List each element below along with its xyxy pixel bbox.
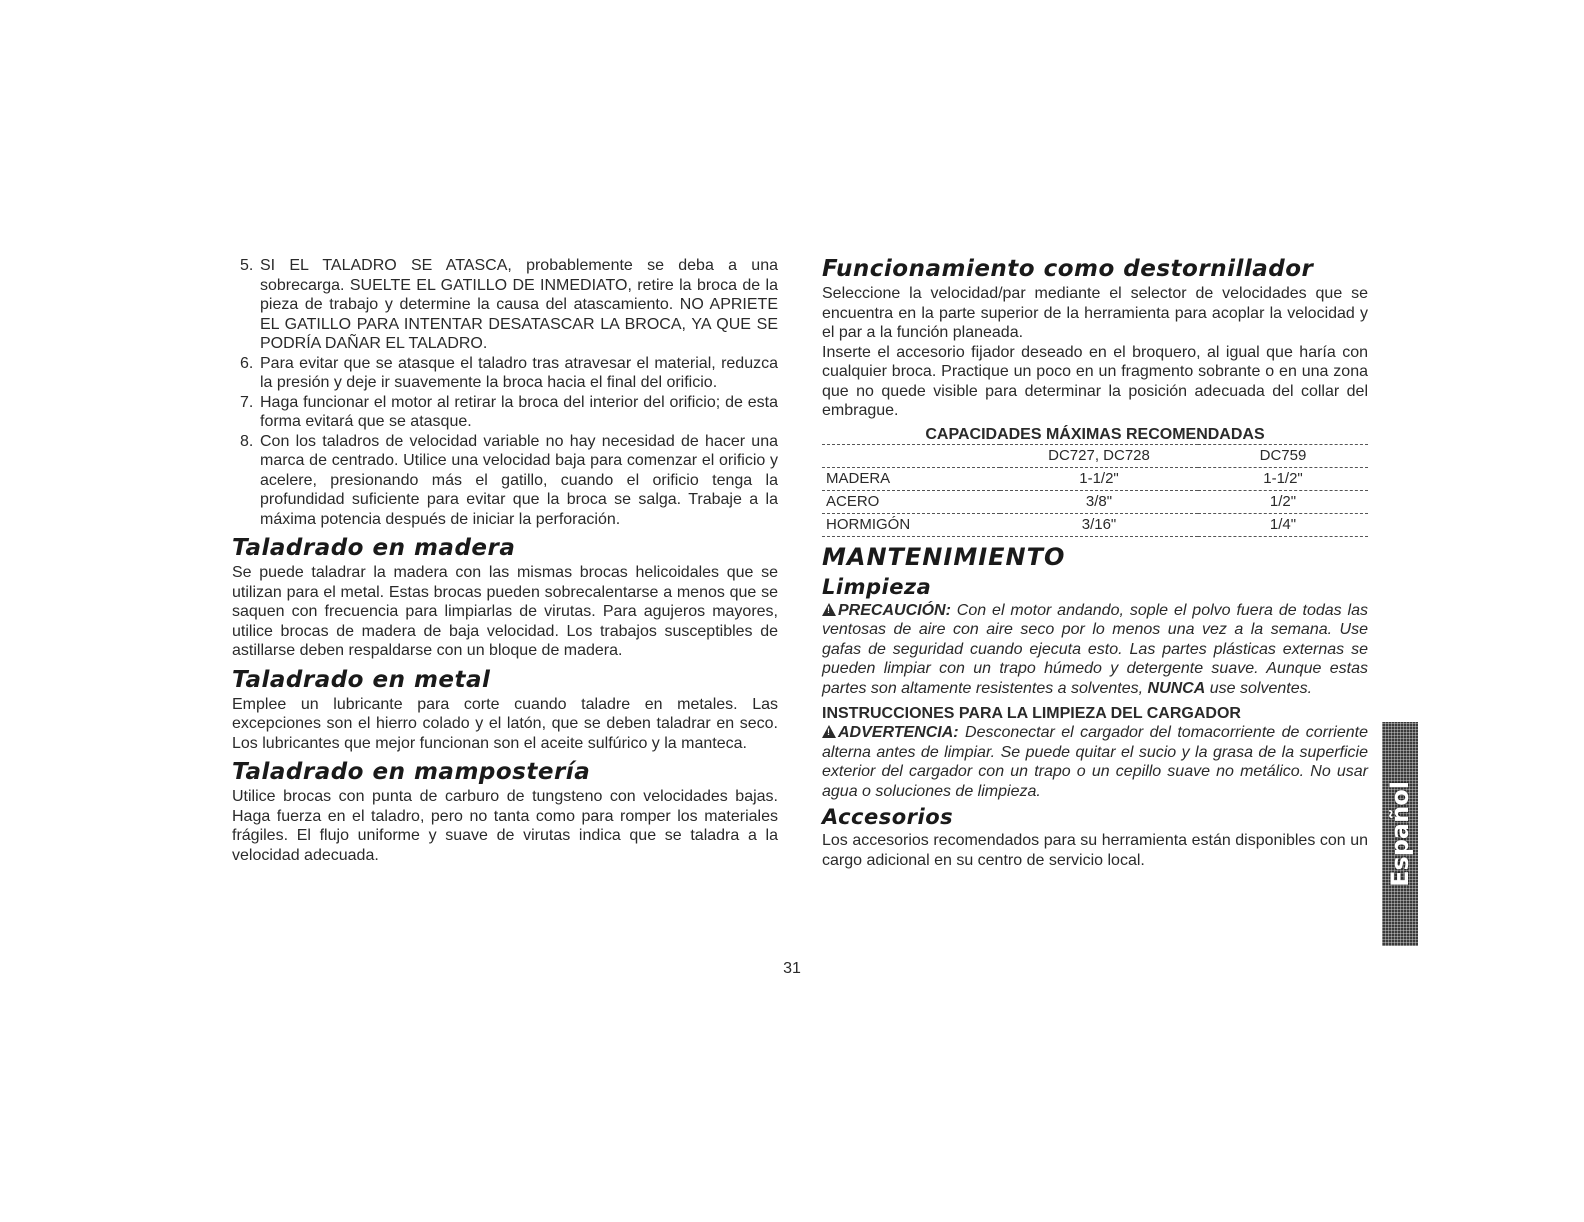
masonry-drilling-text: Utilice brocas con punta de carburo de tungsteno con velocidades bajas. Haga fuerza en el taladro, pero no tanta como para romper los materiales frágiles. El flujo uniforme y suave de virutas indica que se taladra a la velocidad adecuada. [232,788,778,864]
wood-drilling-heading: Taladrado en madera [232,535,516,561]
table-header-row [822,444,1368,467]
step-text: SI EL TALADRO SE ATASCA, probablemente se deba a una sobrecarga. SUELTE EL GATILLO DE INMEDIATO, retire la broca de la pieza de trabajo y determine la causa del atascamiento. NO APRIETE EL GATILLO PARA INTENTAR DESATASCAR LA BROCA, YA QUE SE PODRÍA DAÑAR EL TALADRO. [260,257,778,352]
accessories-text: Los accesorios recomendados para su herramienta están disponibles con un cargo adicional en su centro de servicio local. [822,832,1368,869]
right-column [822,256,1368,870]
language-tab [1382,722,1418,946]
warning-triangle-icon [822,725,836,738]
list-item [232,432,778,530]
table-cell: 1-1/2" [1198,467,1368,490]
caution-paragraph [822,601,1368,699]
table-row [822,467,1368,490]
table-cell: HORMIGÓN [822,513,1000,536]
list-item [232,256,778,354]
caution-label: PRECAUCIÓN: [838,601,951,619]
masonry-drilling-heading: Taladrado en mampostería [232,759,591,785]
screwdriver-heading: Funcionamiento como destornillador [822,256,1314,282]
warning-triangle-icon [822,603,836,616]
capacities-table [822,444,1368,537]
step-number: 6. [240,354,254,372]
table-cell: 1/4" [1198,513,1368,536]
caution-text-end: use solventes. [1209,679,1313,697]
capacities-title: CAPACIDADES MÁXIMAS RECOMENDADAS [925,425,1265,443]
warning-paragraph [822,723,1368,801]
metal-drilling-text: Emplee un lubricante para corte cuando taladre en metales. Las excepciones son el hierro colado y el latón, que se deben taladrar en seco. Los lubricantes que mejor funcionan son el aceite sulfúrico y la manteca. [232,695,778,752]
drilling-steps-list [232,256,778,529]
metal-drilling-heading: Taladrado en metal [232,666,491,693]
table-cell: 1/2" [1198,490,1368,513]
table-header-cell [822,444,1000,467]
left-column [232,256,778,865]
caution-never: NUNCA [1147,679,1206,697]
screwdriver-paragraph-1: Seleccione la velocidad/par mediante el selector de velocidades que se encuentra en la parte superior de la herramienta para acoplar la velocidad y el par a la función planeada. [822,285,1368,341]
table-cell: ACERO [822,490,1000,513]
table-row [822,490,1368,513]
screwdriver-paragraph-2: Inserte el accesorio fijador deseado en el broquero, al igual que haría con cualquier broca. Practique un poco en un fragmento sobrante o en una zona que no quede visible para determinar la posición adecuada del collar del embrague. [822,343,1368,419]
list-item [232,354,778,393]
charger-cleaning-heading: INSTRUCCIONES PARA LA LIMPIEZA DEL CARGADOR [822,705,1241,722]
table-header-cell: DC759 [1198,444,1368,467]
wood-drilling-text: Se puede taladrar la madera con las mismas brocas helicoidales que se utilizan para el metal. Estas brocas pueden sobrecalentarse a menos que se saquen con frecuencia para limpiarlas de virutas. Para agujeros mayores, utilice brocas de madera de baja velocidad. Los trabajos susceptibles de astillarse deben respaldarse con un bloque de madera. [232,564,778,659]
language-tab-label: Español [1386,781,1414,887]
warning-text: Desconectar el cargador del tomacorriente de corriente alterna antes de limpiar. Se puede quitar el sucio y la grasa de la superficie exterior del cargador con un trapo o un cepillo suave no metálico. No usar agua o soluciones de limpieza. [822,724,1369,800]
table-cell: 3/16" [1000,513,1198,536]
step-number: 7. [240,393,254,411]
table-cell: 3/8" [1000,490,1198,513]
table-cell: 1-1/2" [1000,467,1198,490]
page-number: 31 [783,960,801,977]
step-number: 5. [240,257,254,274]
step-number: 8. [240,432,254,450]
warning-label: ADVERTENCIA: [838,724,959,741]
list-item [232,393,778,432]
table-row [822,513,1368,536]
table-cell: MADERA [822,467,1000,490]
cleaning-heading: Limpieza [822,574,932,599]
step-text: Haga funcionar el motor al retirar la broca del interior del orificio; de esta forma evitará que se atasque. [260,393,778,430]
table-header-cell: DC727, DC728 [1000,444,1198,467]
accessories-heading: Accesorios [822,805,954,829]
step-text: Para evitar que se atasque el taladro tras atravesar el material, reduzca la presión y deje ir suavemente la broca hacia el final del orificio. [260,354,778,391]
maintenance-heading: MANTENIMIENTO [822,542,1066,571]
caution-text: Con el motor andando, sople el polvo fuera de todas las ventosas de aire con aire seco por lo menos una vez a la semana. Use gafas de seguridad cuando ejecuta esto. Las partes plásticas externas se pueden limpiar con un trapo húmedo y detergente suave. Aunque estas partes son altamente resistentes a solventes, [822,601,1369,697]
step-text: Con los taladros de velocidad variable no hay necesidad de hacer una marca de centrado. Utilice una velocidad baja para comenzar el orificio y acelere, presionando más el gatillo, cuando el orificio tenga la profundidad suficiente para evitar que la broca se salga. Trabaje a la máxima potencia después de iniciar la perforación. [260,432,778,528]
